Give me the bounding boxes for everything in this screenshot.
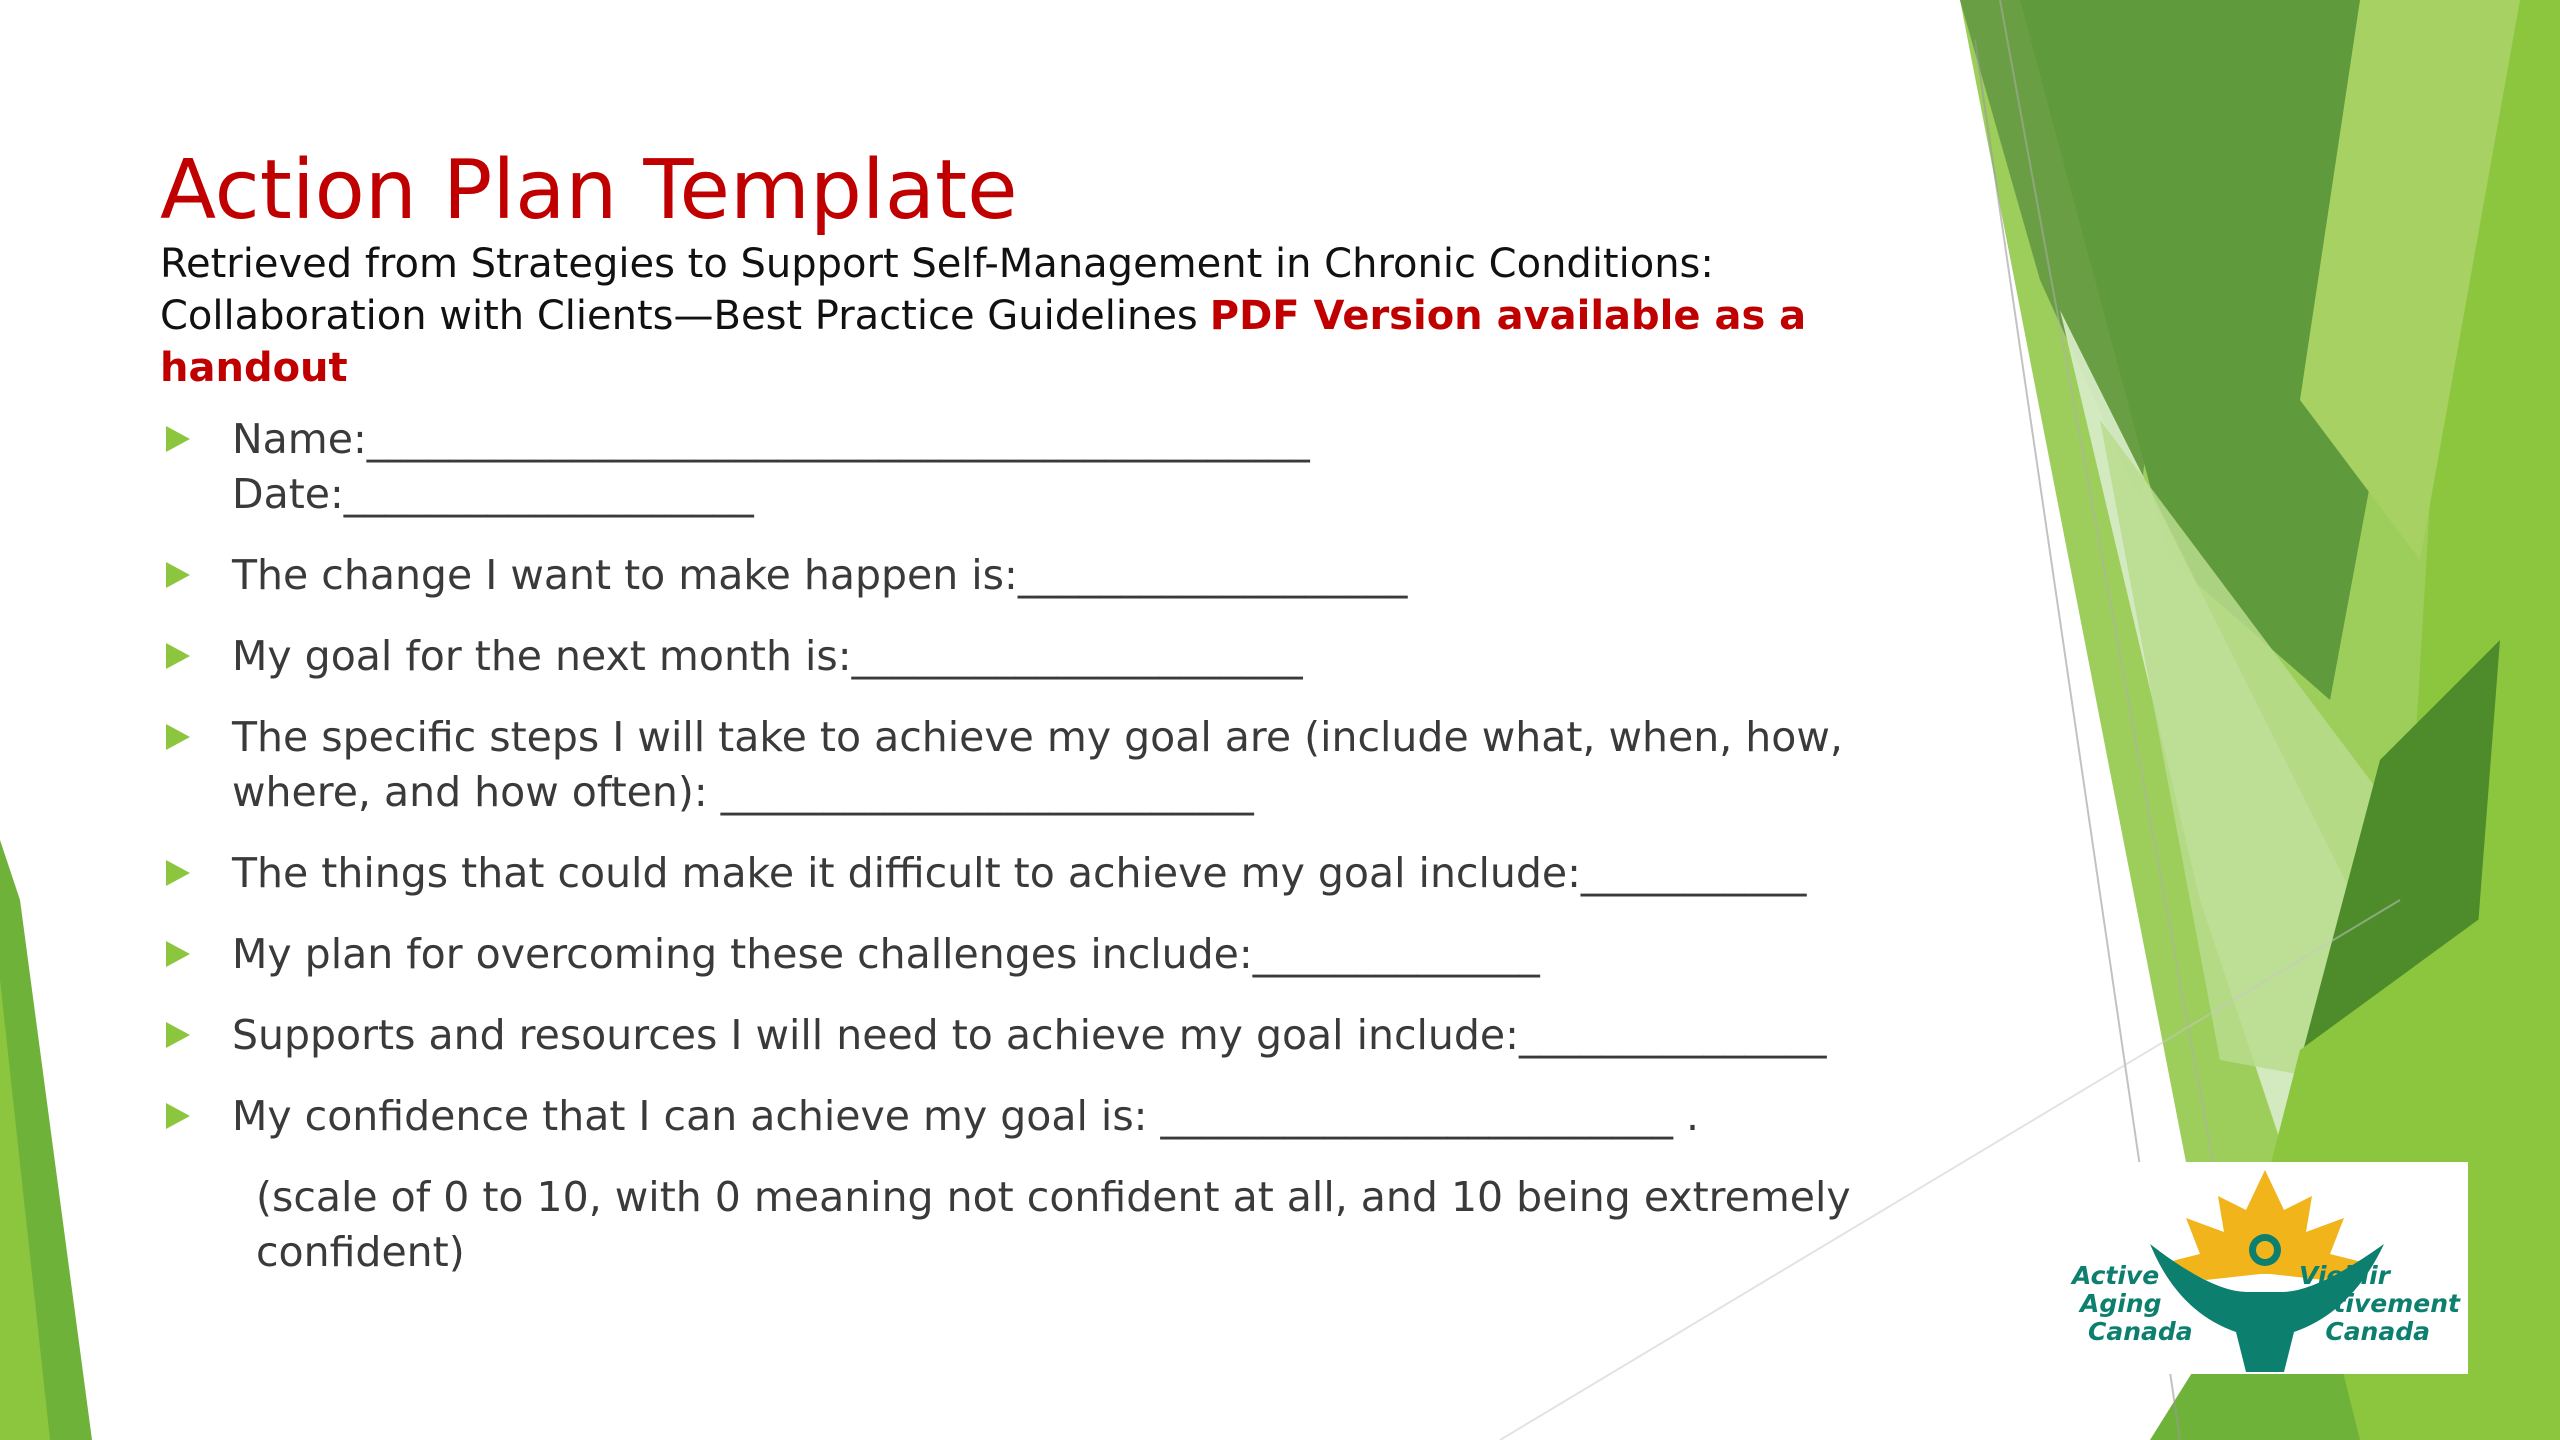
list-item [160,710,1980,820]
list-item-text: where, and how often): __________________________ [232,768,1254,816]
bullet-arrow-icon [164,722,192,752]
list-item-text: My confidence that I can achieve my goal is: _________________________ . [232,1092,1700,1140]
list-item-text: The change I want to make happen is:___________________ [232,551,1408,599]
logo-text-french: Vieillir Activement Canada [2298,1261,2460,1346]
list-item-text: My plan for overcoming these challenges include:______________ [232,930,1540,978]
list-item-text: The specific steps I will take to achieve my goal are (include what, when, how, [232,713,1843,761]
bullet-arrow-icon [164,560,192,590]
handout-note: PDF Version available as a handout [160,293,1807,391]
bullet-arrow-icon [164,939,192,969]
bullet-arrow-icon [164,858,192,888]
bullet-arrow-icon [164,1020,192,1050]
list-item-text: Supports and resources I will need to achieve my goal include:_______________ [232,1011,1827,1059]
slide-subtitle [160,238,1960,394]
source-citation: Retrieved from Strategies to Support Self-Management in Chronic Conditions: Collaboration with Clients—Best Practice Guidelines [160,241,1714,339]
logo-text-english: Active Aging Canada [2072,1261,2193,1346]
bullet-arrow-icon [164,1101,192,1131]
list-item-text: The things that could make it difficult to achieve my goal include:___________ [232,849,1807,897]
slide-title: Action Plan Template [160,143,1018,238]
list-item [160,846,1980,901]
list-item [160,548,1980,603]
list-item [160,927,1980,982]
list-item-text: Date:____________________ [232,470,754,518]
bullet-arrow-icon [164,641,192,671]
list-item [160,1008,1980,1063]
list-item-text: Name:______________________________________________ [232,415,1310,463]
list-item [160,412,1980,522]
bullet-arrow-icon [164,424,192,454]
list-item-text: My goal for the next month is:______________________ [232,632,1303,680]
list-item [160,1089,1980,1144]
confidence-scale-note: (scale of 0 to 10, with 0 meaning not confident at all, and 10 being extremely confident) [256,1173,1851,1276]
action-plan-list [160,412,1980,1170]
list-item [160,629,1980,684]
active-aging-canada-logo [2062,1162,2468,1374]
